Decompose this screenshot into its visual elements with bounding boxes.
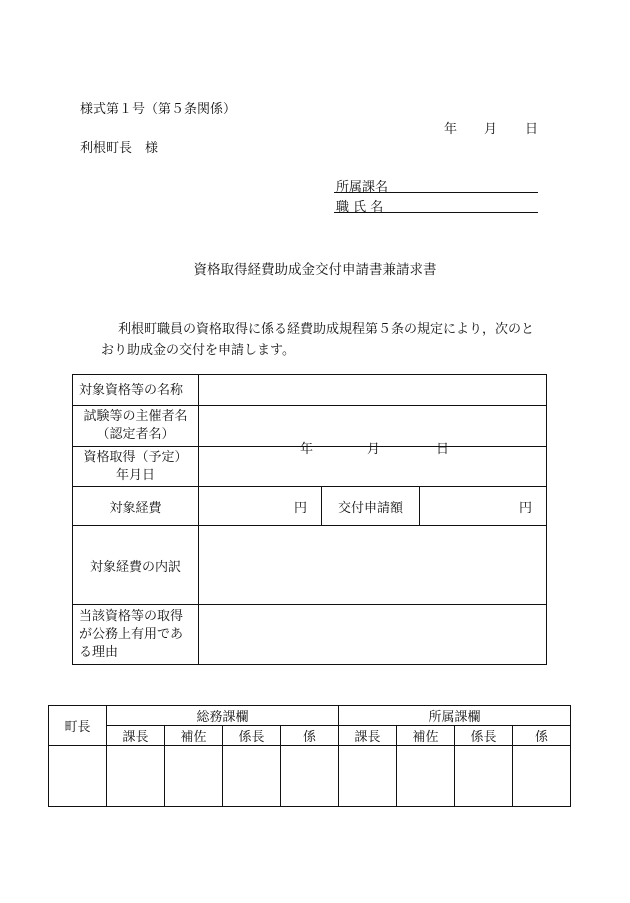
role-assistant: 補佐 [397, 726, 455, 746]
stamp-cell[interactable] [513, 746, 571, 807]
table-row [73, 526, 547, 605]
stamp-cell[interactable] [455, 746, 513, 807]
role-unit-chief: 係長 [455, 726, 513, 746]
name-label: 職 氏 名 [336, 200, 384, 215]
stamp-cell-mayor[interactable] [49, 746, 107, 807]
department-label: 所属課欄 [339, 706, 571, 726]
dept-field[interactable] [334, 192, 538, 193]
table-row [49, 726, 571, 746]
table-row [73, 487, 547, 526]
role-staff: 係 [513, 726, 571, 746]
intro-line-1: 利根町職員の資格取得に係る経費助成規程第５条の規定により，次のと [118, 322, 535, 337]
table-row [73, 605, 547, 665]
form-number: 様式第１号（第５条関係） [80, 102, 237, 117]
date-day-label: 日 [525, 122, 539, 137]
acq-month-label: 月 [367, 442, 381, 457]
role-unit-chief: 係長 [223, 726, 281, 746]
stamp-cell[interactable] [223, 746, 281, 807]
form-title: 資格取得経費助成金交付申請書兼請求書 [193, 262, 437, 278]
addressee: 利根町長 様 [80, 141, 159, 156]
reason-field[interactable] [199, 605, 547, 665]
organizer-label: 試験等の主催者名 （認定者名） [73, 406, 199, 447]
stamp-cell[interactable] [281, 746, 339, 807]
role-assistant: 補佐 [165, 726, 223, 746]
breakdown-label: 対象経費の内訳 [73, 526, 199, 605]
date-year-label: 年 [444, 122, 458, 137]
role-section-chief: 課長 [339, 726, 397, 746]
stamp-cell[interactable] [397, 746, 455, 807]
qualification-name-label: 対象資格等の名称 [73, 375, 199, 406]
application-table [72, 374, 547, 665]
acquisition-date-field[interactable] [199, 442, 547, 487]
reason-label: 当該資格等の取得 が公務上有用であ る理由 [73, 605, 199, 665]
date-month-label: 月 [484, 122, 498, 137]
acq-day-label: 日 [436, 442, 450, 457]
acq-year-label: 年 [300, 442, 314, 457]
name-field[interactable] [334, 212, 538, 213]
dept-label: 所属課名 [336, 180, 389, 195]
request-amount-field[interactable]: 円 [420, 487, 547, 526]
cost-field[interactable]: 円 [199, 487, 322, 526]
stamp-cell[interactable] [339, 746, 397, 807]
acquisition-date-label: 資格取得（予定） 年月日 [73, 447, 199, 487]
table-row [73, 375, 547, 406]
qualification-name-field[interactable] [199, 375, 547, 406]
cost-label: 対象経費 [73, 487, 199, 526]
role-staff: 係 [281, 726, 339, 746]
table-row [73, 447, 547, 487]
intro-line-2: おり助成金の交付を申請します。 [101, 343, 295, 358]
breakdown-field[interactable] [199, 526, 547, 605]
role-section-chief: 課長 [107, 726, 165, 746]
stamp-cell[interactable] [165, 746, 223, 807]
table-row [49, 706, 571, 726]
request-amount-label: 交付申請額 [322, 487, 420, 526]
general-affairs-label: 総務課欄 [107, 706, 339, 726]
mayor-label: 町長 [49, 706, 107, 746]
stamp-cell[interactable] [107, 746, 165, 807]
approval-table [48, 705, 571, 807]
table-row [49, 746, 571, 807]
